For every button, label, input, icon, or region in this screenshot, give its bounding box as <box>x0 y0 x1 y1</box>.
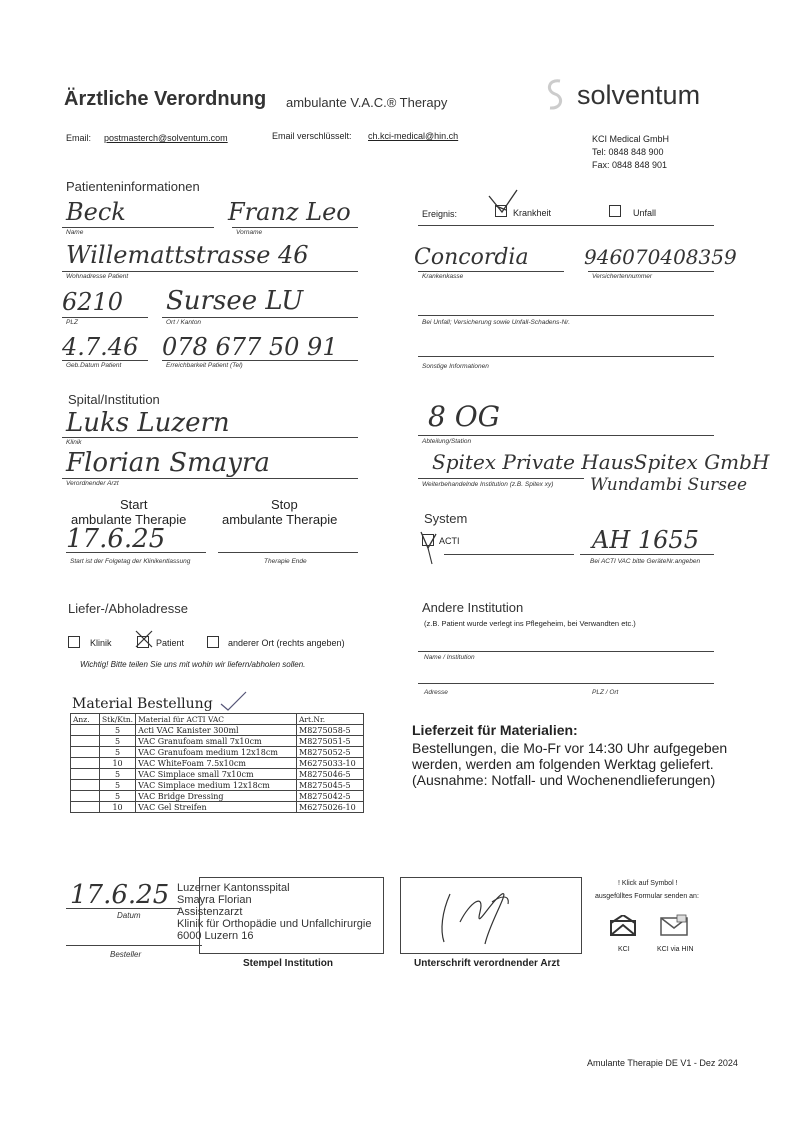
hospital-section-title: Spital/Institution <box>68 392 160 407</box>
stamp-line-5: 6000 Luzern 16 <box>177 930 254 942</box>
table-row: 5 VAC Bridge Dressing M8275042-5 <box>71 791 364 802</box>
col-artnr: Art.Nr. <box>297 714 364 725</box>
follow-up-institution-value-2[interactable]: Wundambi Sursee <box>590 475 748 495</box>
start-date-label: Start ist der Folgetag der Klinikentlassung <box>70 558 191 565</box>
stamp-line-3: Assistenzarzt <box>177 906 243 918</box>
device-number-value[interactable]: AH 1655 <box>592 526 699 554</box>
stamp-line-2: Smayra Florian <box>177 894 252 906</box>
patient-name-label: Name <box>66 229 84 236</box>
email-encrypted-link[interactable]: ch.kci-medical@hin.ch <box>368 131 459 141</box>
unfall-checkbox[interactable] <box>609 205 621 217</box>
delivery-patient-check-mark-icon <box>133 628 155 650</box>
start-title: Start <box>120 497 148 512</box>
table-row: 5 VAC Granufoam small 7x10cm M8275051-5 <box>71 736 364 747</box>
col-anz: Anz. <box>71 714 100 725</box>
doctor-value[interactable]: Florian Smayra <box>66 448 270 478</box>
col-material: Material für ACTI VAC <box>136 714 297 725</box>
orderer-label: Besteller <box>110 950 142 959</box>
krankheit-label: Krankheit <box>513 208 552 218</box>
stamp-line-1: Luzerner Kantonsspital <box>177 882 290 894</box>
order-date-label: Datum <box>117 911 141 920</box>
table-row: 5 VAC Simplace small 7x10cm M8275046-5 <box>71 769 364 780</box>
stop-date-label: Therapie Ende <box>264 558 307 565</box>
patient-dob-value[interactable]: 4.7.46 <box>62 333 139 361</box>
follow-up-institution-label: Weiterbehandelnde Institution (z.B. Spitex xy) <box>422 481 554 488</box>
envelope-icon[interactable] <box>609 915 637 937</box>
delivery-time-line-1: Bestellungen, die Mo-Fr vor 14:30 Uhr aufgegeben <box>412 740 728 756</box>
department-label: Abteilung/Station <box>422 438 472 445</box>
start-date-value[interactable]: 17.6.25 <box>66 524 166 554</box>
material-section-title: Material Bestellung <box>72 696 213 712</box>
follow-up-institution-value[interactable]: Spitex Private HausSpitex GmbH <box>432 450 770 474</box>
insured-number-value[interactable]: 946070408359 <box>584 245 737 269</box>
acti-label: ACTI <box>439 536 460 546</box>
click-hint-1: ! Klick auf Symbol ! <box>618 880 678 887</box>
email-encrypted-label: Email verschlüsselt: <box>272 131 352 141</box>
patient-address-value[interactable]: Willemattstrasse 46 <box>66 241 309 269</box>
delivery-clinic-label: Klinik <box>90 638 112 648</box>
patient-plz-value[interactable]: 6210 <box>62 288 124 316</box>
patient-city-value[interactable]: Sursee LU <box>166 286 304 316</box>
patient-phone-label: Erreichbarkeit Patient (Tel) <box>166 362 243 369</box>
delivery-patient-label: Patient <box>156 638 185 648</box>
other-institution-name-label: Name / Institution <box>424 654 475 661</box>
accident-insurance-label: Bei Unfall; Versicherung sowie Unfall-Schadens-Nr. <box>422 319 570 326</box>
kci-label: KCI <box>618 946 630 953</box>
patient-city-label: Ort / Kanton <box>166 319 202 326</box>
ereignis-label: Ereignis: <box>422 209 458 219</box>
system-title: System <box>424 511 468 526</box>
insurance-value[interactable]: Concordia <box>414 245 529 270</box>
patient-section-title: Patienteninformationen <box>66 179 200 194</box>
table-row: 5 Acti VAC Kanister 300ml M8275058-5 <box>71 725 364 736</box>
material-table <box>70 713 364 813</box>
insurance-label: Krankenkasse <box>422 273 464 280</box>
unfall-label: Unfall <box>633 208 657 218</box>
patient-plz-label: PLZ <box>66 319 78 326</box>
device-number-label: Bei ACTI VAC bitte GeräteNr.angeben <box>590 558 701 565</box>
delivery-time-line-2: werden, werden am folgenden Werktag geliefert. <box>412 756 714 772</box>
other-institution-address-label: Adresse <box>424 689 448 696</box>
table-row: 5 VAC Simplace medium 12x18cm M8275045-5 <box>71 780 364 791</box>
delivery-section-title: Liefer-/Abholadresse <box>68 601 188 616</box>
signature-label: Unterschrift verordnender Arzt <box>414 958 560 969</box>
signature-image <box>430 882 540 952</box>
stamp-label: Stempel Institution <box>243 958 333 969</box>
department-value[interactable]: 8 OG <box>428 400 501 433</box>
delivery-time-line-3: (Ausnahme: Notfall- und Wochenendlieferungen) <box>412 772 716 788</box>
insured-number-label: Versichertennummer <box>592 273 653 280</box>
delivery-other-label: anderer Ort (rechts angeben) <box>228 638 345 648</box>
form-version: Amulante Therapie DE V1 - Dez 2024 <box>587 1058 738 1068</box>
acti-check-mark-icon <box>418 526 440 566</box>
email-label: Email: <box>66 133 92 143</box>
start-title-2: ambulante Therapie <box>71 512 187 527</box>
material-check-mark-icon <box>218 690 248 712</box>
patient-phone-value[interactable]: 078 677 50 91 <box>162 333 338 361</box>
patient-firstname-value[interactable]: Franz Leo <box>228 198 351 226</box>
solventum-logo-icon <box>540 75 570 115</box>
company-tel: Tel: 0848 848 900 <box>592 147 664 157</box>
col-stk: Stk/Ktn. <box>100 714 136 725</box>
other-institution-plz-label: PLZ / Ort <box>592 689 619 696</box>
other-info-label: Sonstige Informationen <box>422 363 489 370</box>
kci-hin-label: KCI via HIN <box>657 946 694 953</box>
delivery-other-checkbox[interactable] <box>207 636 219 648</box>
clinic-label: Klinik <box>66 439 82 446</box>
table-row: 10 VAC WhiteFoam 7.5x10cm M6275033-10 <box>71 758 364 769</box>
stop-title: Stop <box>271 497 298 512</box>
company-fax: Fax: 0848 848 901 <box>592 160 668 170</box>
patient-address-label: Wohnadresse Patient <box>66 273 129 280</box>
patient-firstname-label: Vorname <box>236 229 263 236</box>
other-institution-subtitle: (z.B. Patient wurde verlegt ins Pflegeheim, bei Verwandten etc.) <box>424 619 636 628</box>
brand-name: solventum <box>577 80 701 110</box>
email-link[interactable]: postmasterch@solventum.com <box>104 133 228 143</box>
delivery-time-title: Lieferzeit für Materialien: <box>412 722 578 738</box>
material-table-header <box>71 714 364 725</box>
table-row: 10 VAC Gel Streifen M6275026-10 <box>71 802 364 813</box>
patient-name-value[interactable]: Beck <box>66 198 126 226</box>
page-title: Ärztliche Verordnung <box>64 88 267 110</box>
company-name: KCI Medical GmbH <box>592 134 670 144</box>
clinic-value[interactable]: Luks Luzern <box>66 408 230 438</box>
page-subtitle: ambulante V.A.C.® Therapy <box>286 95 448 110</box>
other-institution-title: Andere Institution <box>422 600 524 615</box>
table-row: 5 VAC Granufoam medium 12x18cm M8275052-5 <box>71 747 364 758</box>
click-hint-2: ausgefülltes Formular senden an: <box>595 893 699 900</box>
patient-dob-label: Geb.Datum Patient <box>66 362 122 369</box>
stop-title-2: ambulante Therapie <box>222 512 338 527</box>
order-date-value[interactable]: 17.6.25 <box>70 880 170 910</box>
envelope-hin-icon[interactable] <box>659 914 689 938</box>
doctor-label: Verordnender Arzt <box>66 480 119 487</box>
delivery-clinic-checkbox[interactable] <box>68 636 80 648</box>
stamp-line-4: Klinik für Orthopädie und Unfallchirurgie <box>177 918 372 930</box>
delivery-hint: Wichtig! Bitte teilen Sie uns mit wohin wir liefern/abholen sollen. <box>80 660 306 669</box>
